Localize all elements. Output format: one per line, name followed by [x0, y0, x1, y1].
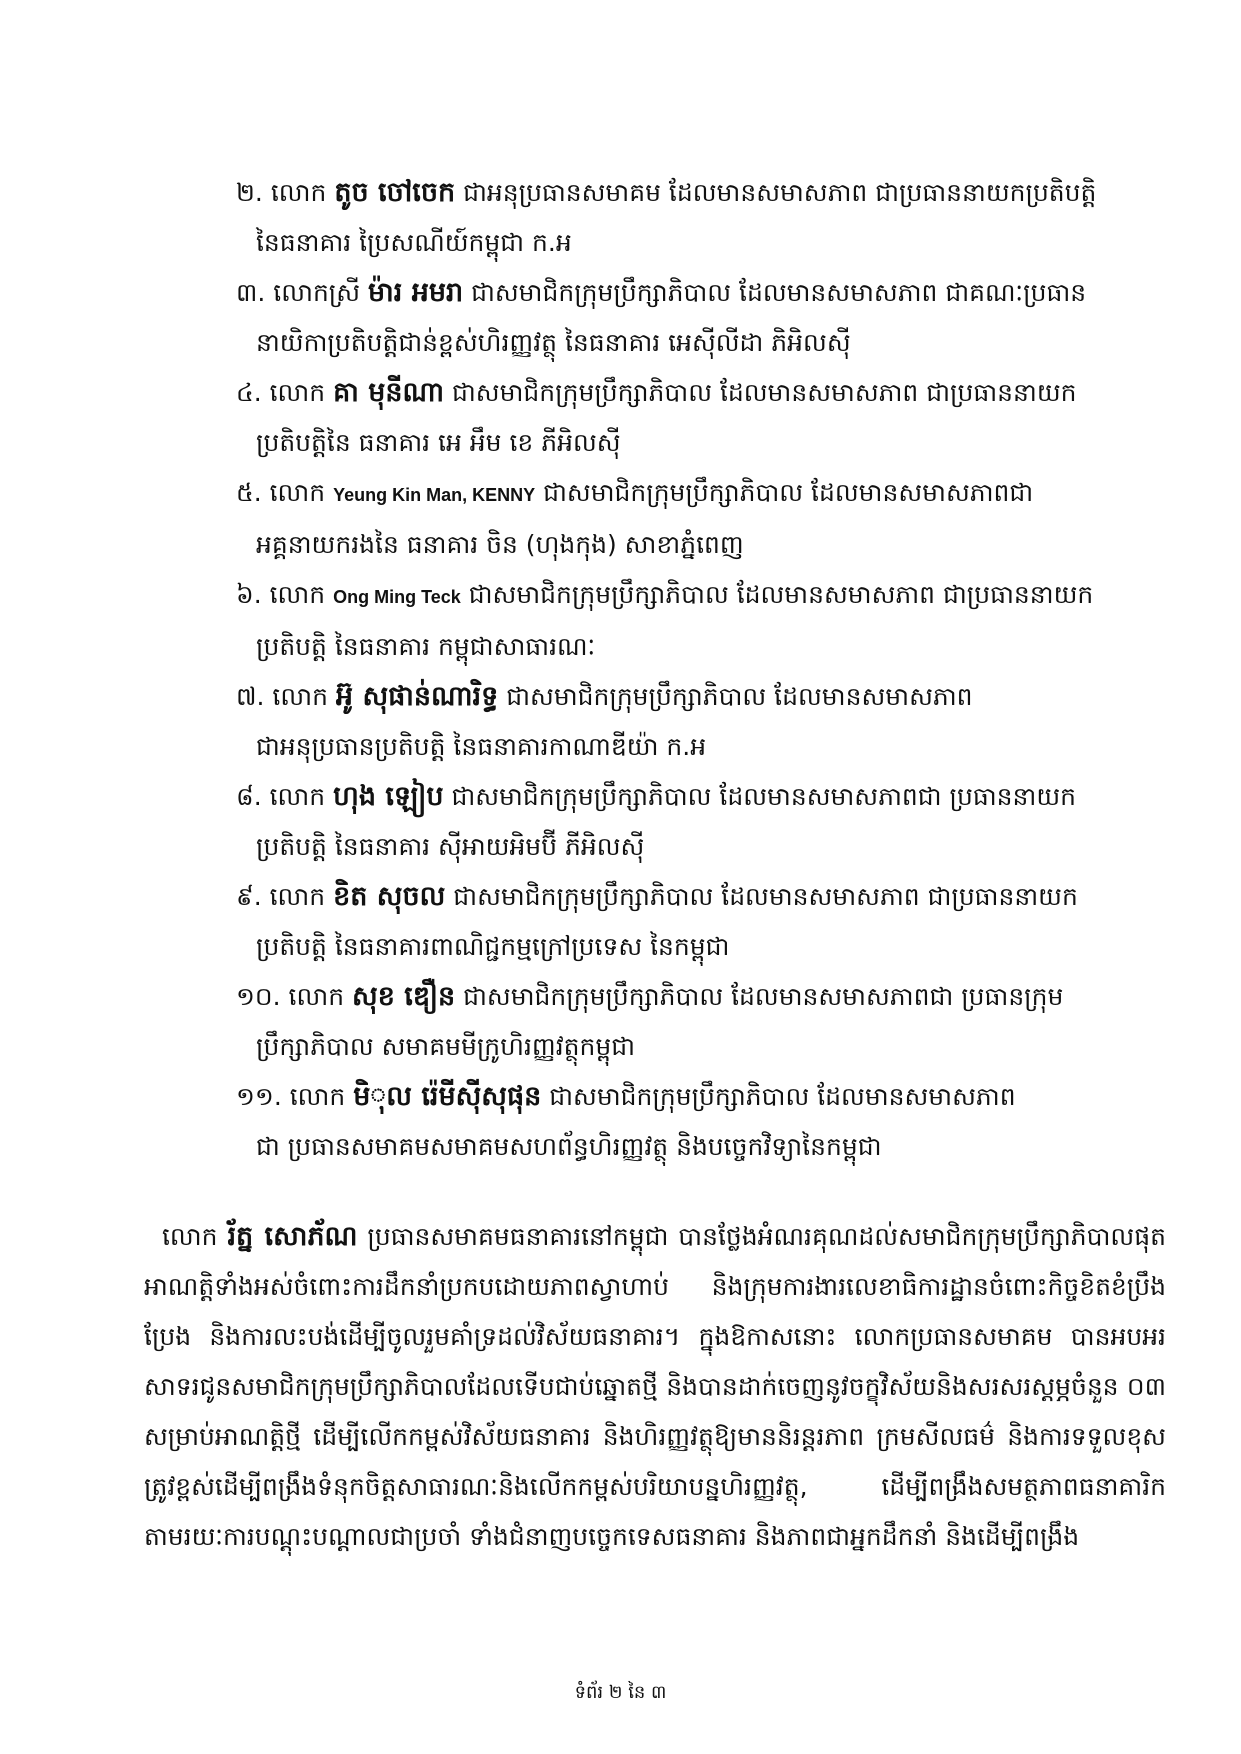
member-name: ខិត សុចល	[333, 881, 446, 912]
item-title: លោក	[288, 982, 345, 1011]
body-paragraph	[144, 1212, 1166, 1562]
item-title: លោក	[269, 882, 326, 911]
list-item	[236, 972, 1166, 1072]
item-number: ៥.	[236, 478, 262, 507]
member-role-continued: ប្រតិបត្តិ នៃធនាគារ ស៊ីអាយអិមប៊ី ភីអិលស៊ី	[256, 832, 645, 861]
item-title: លោកស្រី	[273, 278, 361, 307]
list-item	[236, 872, 1166, 972]
member-name: តូច ចៅចេក	[334, 177, 456, 208]
list-item	[236, 268, 1166, 368]
item-number: ៦.	[236, 580, 262, 609]
item-title: លោក	[272, 682, 328, 711]
member-role-continued: ប្រតិបត្តិនៃ ធនាគារ អេ អឹម ខេ ភីអិលស៊ី	[256, 428, 621, 457]
member-name: Yeung Kin Man, KENNY	[333, 485, 536, 505]
president-name: រ័ត្ន សោភ័ណ	[227, 1221, 358, 1252]
list-item	[236, 672, 1166, 772]
list-item	[236, 168, 1166, 268]
list-item	[236, 772, 1166, 872]
member-name: Ong Ming Teck	[333, 587, 461, 607]
item-number: ១០.	[236, 982, 281, 1011]
member-name: គា មុនីណា	[333, 377, 445, 408]
list-item	[236, 1072, 1166, 1172]
item-number: ៧.	[236, 682, 265, 711]
member-role-continued: ជា ប្រធានសមាគមសមាគមសហព័ន្ធហិរញ្ញវត្ថុ និងបច្ចេកវិទ្យានៃកម្ពុជា	[256, 1132, 882, 1161]
paragraph-text: ប្រធានសមាគមធនាគារនៅកម្ពុជា បានថ្លែងអំណរគុណដល់សមាជិកក្រុមប្រឹក្សាភិបាលផុតអាណត្តិទាំងអស់ចំពោះការដឹកនាំប្រកបដោយភាពស្វាហាប់ និងក្រុមការងារលេខាធិការដ្ឋានចំពោះកិច្ចខិតខំប្រឹងប្រែង និងការលះបង់ដើម្បីចូលរួមគាំទ្រដល់វិស័យធនាគារ។ ក្នុងឱកាសនោះ លោកប្រធានសមាគម បានអបអរសាទរជូនសមាជិកក្រុមប្រឹក្សាភិបាលដែលទើបជាប់ឆ្នោតថ្មី និងបានដាក់ចេញនូវចក្ខុវិស័យនិងសរសរស្តម្ភចំនួន ០៣ សម្រាប់អាណត្តិថ្មី ដើម្បីលើកកម្ពស់វិស័យធនាគារ និងហិរញ្ញវត្ថុឱ្យមាននិរន្តរភាព ក្រមសីលធម៌ និងការទទួលខុសត្រូវខ្ពស់ដើម្បីពង្រឹងទំនុកចិត្តសាធារណៈនិងលើកកម្ពស់បរិយាបន្នហិរញ្ញវត្ថុ, ដើម្បីពង្រឹងសមត្ថភាពធនាគារិកតាមរយៈការបណ្តុះបណ្តាលជាប្រចាំ ទាំងជំនាញបច្ចេកទេសធនាគារ និងភាពជាអ្នកដឹកនាំ និងដើម្បីពង្រឹង	[144, 1222, 1166, 1551]
member-role-continued: ប្រឹក្សាភិបាល សមាគមមីក្រូហិរញ្ញវត្ថុកម្ពុជា	[256, 1032, 636, 1061]
member-role-continued: នាយិកាប្រតិបត្តិជាន់ខ្ពស់ហិរញ្ញវត្ថុ នៃធនាគារ អេស៊ីលីដា ភិអិលស៊ី	[256, 328, 851, 357]
member-name: អ៊ូ សុផាន់ណារិទ្ធ	[335, 681, 499, 712]
item-title: លោក	[289, 1082, 346, 1111]
item-number: ២.	[236, 178, 263, 207]
item-title: លោក	[269, 478, 326, 507]
item-number: ១១.	[236, 1082, 282, 1111]
member-role: ជាសមាជិកក្រុមប្រឹក្សាភិបាល ដែលមានសមាសភាព	[506, 682, 973, 711]
member-role: ជាសមាជិកក្រុមប្រឹក្សាភិបាល ដែលមានសមាសភាព ជាគណៈប្រធាន	[471, 278, 1087, 307]
item-number: ៩.	[236, 882, 262, 911]
member-role-continued: ជាអនុប្រធានប្រតិបត្តិ នៃធនាគារកាណាឌីយ៉ា ក.អ	[256, 732, 707, 761]
item-title: លោក	[269, 580, 326, 609]
member-role: ជាសមាជិកក្រុមប្រឹក្សាភិបាល ដែលមានសមាសភាព ជាប្រធាននាយក	[468, 580, 1094, 609]
item-title: លោក	[270, 178, 327, 207]
item-title: លោក	[269, 782, 326, 811]
member-role: ជាសមាជិកក្រុមប្រឹក្សាភិបាល ដែលមានសមាសភាពជា ប្រធាននាយក	[451, 782, 1076, 811]
item-number: ៣.	[236, 278, 266, 307]
list-item	[236, 468, 1166, 570]
member-name: មិុល រ៉េមីស៊ីសុផុន	[353, 1081, 542, 1112]
member-list	[236, 168, 1166, 1172]
member-role: ជាសមាជិកក្រុមប្រឹក្សាភិបាល ដែលមានសមាសភាព ជាប្រធាននាយក	[451, 378, 1077, 407]
item-number: ៤.	[236, 378, 262, 407]
member-role: ជាសមាជិកក្រុមប្រឹក្សាភិបាល ដែលមានសមាសភាពជា	[543, 478, 1034, 507]
member-role-continued: ប្រតិបត្តិ នៃធនាគារពាណិជ្ជកម្មក្រៅប្រទេស នៃកម្ពុជា	[256, 932, 730, 961]
member-role-continued: អគ្គនាយករងនៃ ធនាគារ ចិន (ហុងកុង) សាខាភ្នំពេញ	[256, 530, 744, 559]
member-name: សុខ ឌឿន	[352, 981, 456, 1012]
member-role-continued: ប្រតិបត្តិ នៃធនាគារ កម្ពុជាសាធារណៈ	[256, 632, 596, 661]
member-role-continued: នៃធនាគារ ប្រៃសណីយ៍កម្ពុជា ក.អ	[256, 228, 572, 257]
list-item	[236, 570, 1166, 672]
paragraph-title: លោក	[162, 1222, 218, 1251]
item-title: លោក	[269, 378, 326, 407]
member-name: ម៉ារ អមរា	[368, 277, 464, 308]
member-role: ជាសមាជិកក្រុមប្រឹក្សាភិបាល ដែលមានសមាសភាពជា ប្រធានក្រុម	[463, 982, 1064, 1011]
member-role: ជាសមាជិកក្រុមប្រឹក្សាភិបាល ដែលមានសមាសភាព ជាប្រធាននាយក	[453, 882, 1078, 911]
list-item	[236, 368, 1166, 468]
member-role: ជាសមាជិកក្រុមប្រឹក្សាភិបាល ដែលមានសមាសភាព	[549, 1082, 1016, 1111]
member-name: ហុង ឡៀប	[333, 781, 444, 812]
member-role: ជាអនុប្រធានសមាគម ដែលមានសមាសភាព ជាប្រធាននាយកប្រតិបត្តិ	[463, 178, 1097, 207]
item-number: ៨.	[236, 782, 262, 811]
page-number: ទំព័រ ២ នៃ ៣	[574, 1682, 667, 1703]
